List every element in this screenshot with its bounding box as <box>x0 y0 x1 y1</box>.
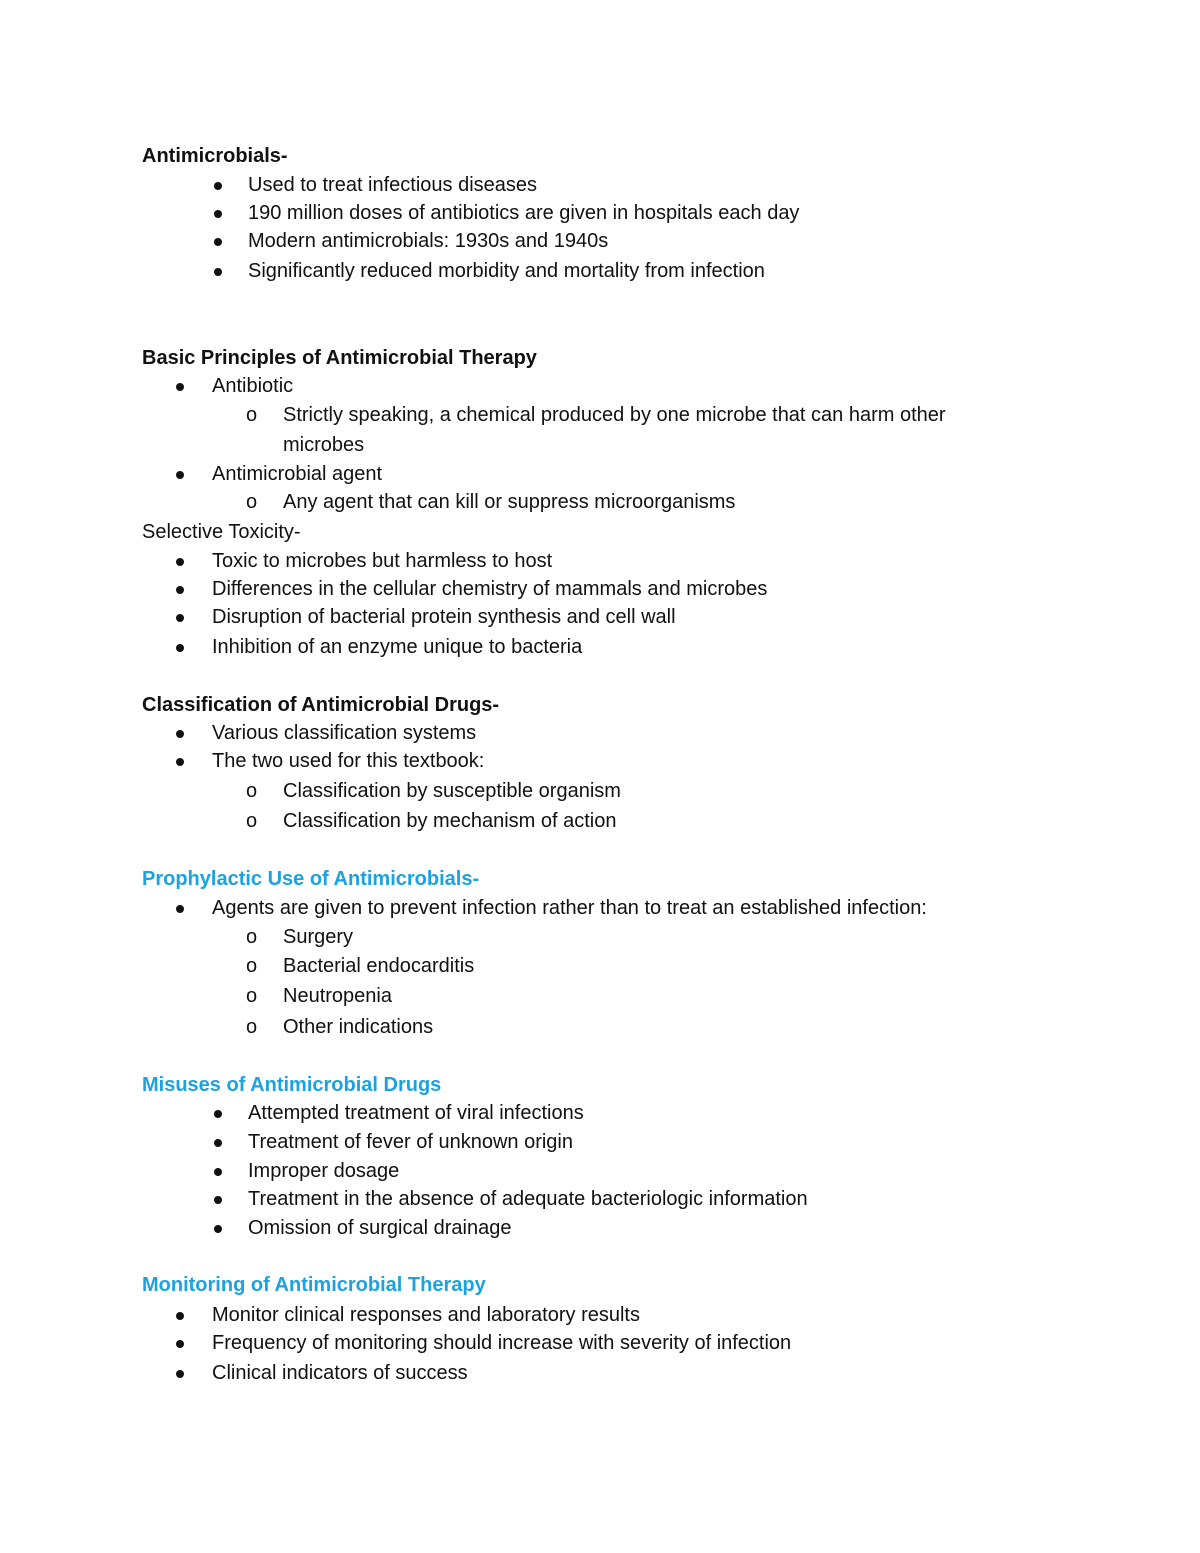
bullet-icon <box>176 758 184 766</box>
list-item: Attempted treatment of viral infections <box>248 1099 1200 1127</box>
bullet-icon <box>176 471 184 479</box>
sub-list-item: o Other indications <box>246 1016 434 1038</box>
heading-classification: Classification of Antimicrobial Drugs- <box>142 694 500 716</box>
heading-antimicrobials: Antimicrobials- <box>142 145 288 167</box>
bullet-icon <box>214 1225 222 1233</box>
bullet-icon <box>176 1370 184 1378</box>
list-item: Antimicrobial agent <box>212 460 1200 488</box>
bullet-icon <box>214 1168 222 1176</box>
list-item: Improper dosage <box>248 1157 1200 1185</box>
bullet-icon <box>176 730 184 738</box>
heading-prophylactic: Prophylactic Use of Antimicrobials- <box>142 868 480 890</box>
list-item: Differences in the cellular chemistry of mammals and microbes <box>212 575 1200 603</box>
list-item: Treatment in the absence of adequate bacteriologic information <box>248 1185 1200 1213</box>
sub-list-item: o Classification by mechanism of action <box>246 810 617 832</box>
sub-list-item: o Classification by susceptible organism <box>246 780 621 802</box>
heading-misuses: Misuses of Antimicrobial Drugs <box>142 1074 442 1096</box>
sub-list-item: o Bacterial endocarditis <box>246 955 475 977</box>
circle-bullet-icon: o <box>246 926 258 948</box>
list-item: Various classification systems <box>212 719 1200 747</box>
sub-list-item: o Any agent that can kill or suppress microorganisms <box>246 491 736 513</box>
sub-list-item-continuation: microbes <box>283 434 365 456</box>
bullet-icon <box>176 614 184 622</box>
list-item: Significantly reduced morbidity and mortality from infection <box>248 257 1200 285</box>
list-item: Toxic to microbes but harmless to host <box>212 547 1200 575</box>
heading-basic-principles: Basic Principles of Antimicrobial Therapy <box>142 347 537 369</box>
circle-bullet-icon: o <box>246 955 258 977</box>
sub-list-item: o Strictly speaking, a chemical produced by one microbe that can harm other <box>246 404 946 426</box>
bullet-icon <box>214 268 222 276</box>
bullet-icon <box>176 558 184 566</box>
bullet-icon <box>176 1312 184 1320</box>
list-item: Omission of surgical drainage <box>248 1214 1200 1242</box>
bullet-icon <box>214 1110 222 1118</box>
list-item: Monitor clinical responses and laboratory results <box>212 1301 1200 1329</box>
circle-bullet-icon: o <box>246 780 258 802</box>
bullet-icon <box>214 182 222 190</box>
bullet-icon <box>176 1340 184 1348</box>
list-item: The two used for this textbook: <box>212 747 1200 775</box>
list-item: Clinical indicators of success <box>212 1359 1200 1387</box>
list-item: Disruption of bacterial protein synthesis and cell wall <box>212 603 1200 631</box>
list-item: Frequency of monitoring should increase with severity of infection <box>212 1329 1200 1357</box>
list-item: Inhibition of an enzyme unique to bacteria <box>212 633 1200 661</box>
sub-list-item: o Neutropenia <box>246 985 392 1007</box>
circle-bullet-icon: o <box>246 985 258 1007</box>
bullet-icon <box>176 644 184 652</box>
list-item: 190 million doses of antibiotics are given in hospitals each day <box>248 199 1200 227</box>
circle-bullet-icon: o <box>246 404 258 426</box>
bullet-icon <box>214 1196 222 1204</box>
list-item: Used to treat infectious diseases <box>248 171 1200 199</box>
list-item: Modern antimicrobials: 1930s and 1940s <box>248 227 1200 255</box>
list-item: Agents are given to prevent infection rather than to treat an established infection: <box>212 894 1200 922</box>
bullet-icon <box>176 383 184 391</box>
heading-monitoring: Monitoring of Antimicrobial Therapy <box>142 1274 486 1296</box>
list-item: Treatment of fever of unknown origin <box>248 1128 1200 1156</box>
circle-bullet-icon: o <box>246 1016 258 1038</box>
circle-bullet-icon: o <box>246 810 258 832</box>
bullet-icon <box>214 238 222 246</box>
bullet-icon <box>176 586 184 594</box>
bullet-icon <box>176 905 184 913</box>
bullet-icon <box>214 210 222 218</box>
heading-selective-toxicity: Selective Toxicity- <box>142 521 301 543</box>
list-item: Antibiotic <box>212 372 1200 400</box>
circle-bullet-icon: o <box>246 491 258 513</box>
sub-list-item: o Surgery <box>246 926 354 948</box>
bullet-icon <box>214 1139 222 1147</box>
